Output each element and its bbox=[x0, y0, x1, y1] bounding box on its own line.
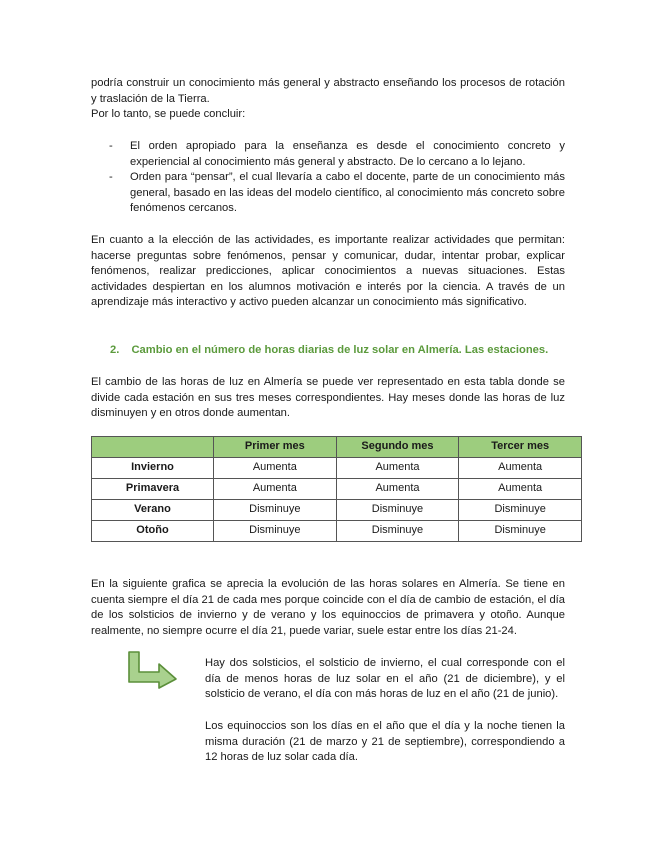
table-header-cell: Segundo mes bbox=[336, 437, 459, 458]
graph-paragraph: En la siguiente grafica se aprecia la evolución de las horas solares en Almería. Se tiene en cuenta siempre el día 21 de cada mes porque coincide con el día de cambio de estación, el día de los solsticios de invierno y de verano y los equinoccios de primavera y otoño. Aunque realmente, no siempre ocurre el día 21, puede variar, suele estar entre los días 21-24. bbox=[91, 578, 565, 637]
table-header-row bbox=[92, 437, 582, 458]
table-row bbox=[92, 479, 582, 500]
table-row-header: Verano bbox=[92, 500, 214, 521]
section-number: 2. bbox=[110, 344, 120, 356]
table-header-cell bbox=[92, 437, 214, 458]
table-row bbox=[92, 521, 582, 542]
table-cell: Disminuye bbox=[459, 500, 582, 521]
list-item-text: El orden apropiado para la enseñanza es desde el conocimiento concreto y experiencial al conocimiento más general y abstracto. De lo cercano a lo lejano. bbox=[130, 140, 565, 168]
table-header-cell: Tercer mes bbox=[459, 437, 582, 458]
list-item bbox=[91, 170, 565, 217]
section-heading bbox=[110, 343, 548, 359]
table-cell: Aumenta bbox=[214, 479, 337, 500]
intro-block bbox=[91, 76, 565, 123]
table-cell: Disminuye bbox=[336, 500, 459, 521]
conclusions-list bbox=[91, 139, 565, 217]
table-row bbox=[92, 458, 582, 479]
list-item bbox=[91, 139, 565, 170]
table-row-header: Invierno bbox=[92, 458, 214, 479]
table-cell: Aumenta bbox=[336, 458, 459, 479]
equinoxes-paragraph: Los equinoccios son los días en el año que el día y la noche tienen la misma duración (21 de marzo y 21 de septiembre), correspondiendo a 12 horas de luz solar cada día. bbox=[205, 720, 565, 764]
table-row-header: Otoño bbox=[92, 521, 214, 542]
table-intro-paragraph: El cambio de las horas de luz en Almería se puede ver representado en esta tabla donde se divide cada estación en sus tres meses correspondientes. Hay meses donde las horas de luz disminuyen y en otros donde aumentan. bbox=[91, 376, 565, 420]
intro-conclusion-lead: Por lo tanto, se puede concluir: bbox=[91, 108, 246, 121]
list-item-text: Orden para “pensar”, el cual llevaría a cabo el docente, parte de un conocimiento más general, basado en las ideas del modelo científico, al conocimiento más concreto sobre fenómenos cercanos. bbox=[130, 171, 565, 215]
table-cell: Disminuye bbox=[214, 500, 337, 521]
table-cell: Disminuye bbox=[214, 521, 337, 542]
table-cell: Aumenta bbox=[336, 479, 459, 500]
list-marker: - bbox=[109, 171, 113, 184]
solstices-paragraph: Hay dos solsticios, el solsticio de invierno, el cual corresponde con el día de menos horas de luz solar en el año (21 de diciembre), y el solsticio de verano, el día con más horas de luz en el año (21 de junio). bbox=[205, 657, 565, 701]
table-row bbox=[92, 500, 582, 521]
table-cell: Aumenta bbox=[459, 458, 582, 479]
activities-paragraph: En cuanto a la elección de las actividades, es importante realizar actividades que permitan: hacerse preguntas sobre fenómenos, pensar y comunicar, dudar, intentar probar, explicar fenómenos, realizar predicciones, aplicar conocimientos a nuevas situaciones. Estas actividades despiertan en los alumnos motivación e interés por la ciencia. A través de un aprendizaje más interactivo y activo pueden alcanzar un conocimiento más significativo. bbox=[91, 234, 565, 309]
bent-arrow-right-icon bbox=[127, 650, 179, 690]
seasons-table bbox=[91, 436, 582, 542]
table-cell: Disminuye bbox=[336, 521, 459, 542]
table-cell: Aumenta bbox=[214, 458, 337, 479]
section-title: Cambio en el número de horas diarias de luz solar en Almería. Las estaciones. bbox=[131, 344, 549, 356]
intro-line: podría construir un conocimiento más general y abstracto enseñando los procesos de rotación y traslación de la Tierra. bbox=[91, 77, 565, 105]
list-marker: - bbox=[109, 140, 113, 152]
table-header-cell: Primer mes bbox=[214, 437, 337, 458]
table-row-header: Primavera bbox=[92, 479, 214, 500]
table-cell: Disminuye bbox=[459, 521, 582, 542]
table-cell: Aumenta bbox=[459, 479, 582, 500]
